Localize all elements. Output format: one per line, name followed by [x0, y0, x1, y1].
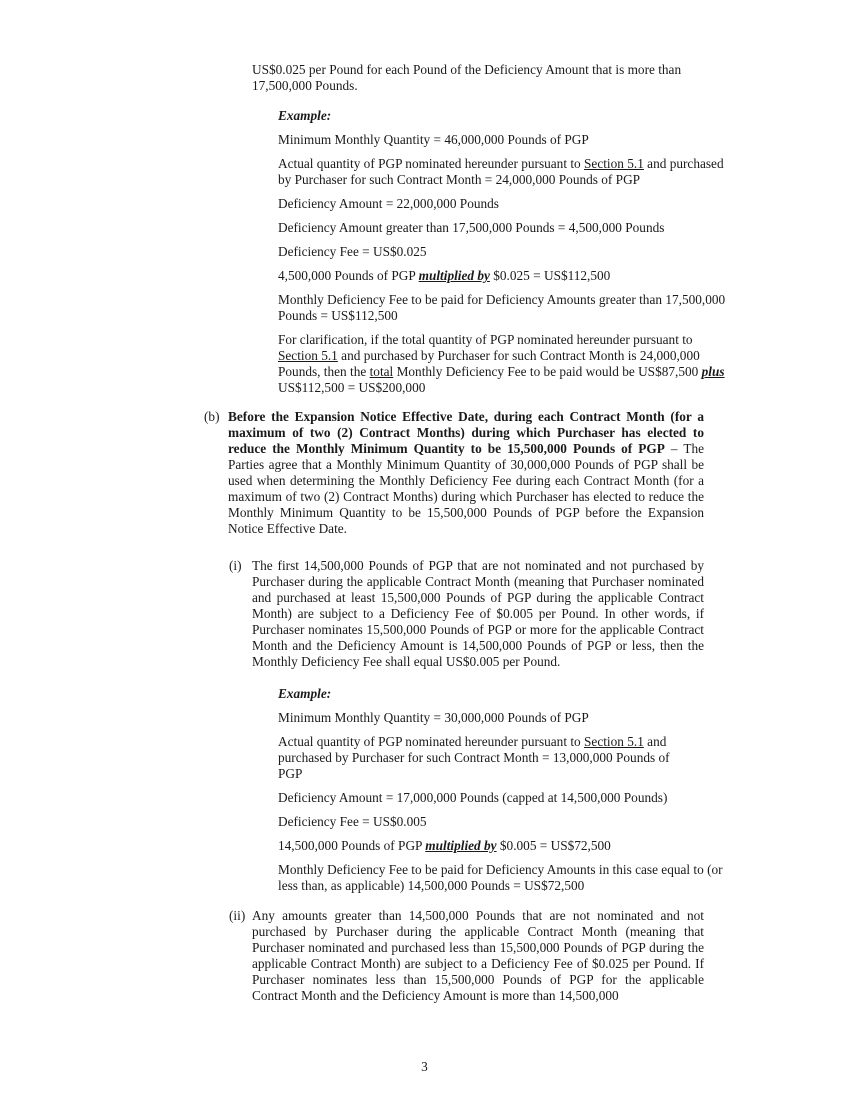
example-1-clarification: [278, 332, 758, 396]
item-ii-text: Any amounts greater than 14,500,000 Pounds that are not nominated and not purchased by Purchaser during the applicable Contract Month (meaning that Purchaser nominated and purchased less than 15,500,000 Pounds of PGP during the applicable Contract Month) are subject to a Deficiency Fee of $0.025 per Pound. If Purchaser nominates less than 15,500,000 Pounds of PGP for the applicable Contract Month and the Deficiency Amount is more than 14,500,000: [252, 908, 704, 1003]
example-1-clar-total: total: [369, 364, 394, 379]
example-2-actual: [278, 734, 748, 782]
example-1-clar-line-4: US$112,500 = US$200,000: [278, 380, 426, 395]
example-2-mult-word: multiplied by: [425, 838, 497, 853]
section-b-paragraph: [228, 409, 704, 537]
example-1-mult-pre: 4,500,000 Pounds of PGP: [278, 268, 419, 283]
example-1-actual: [278, 156, 758, 188]
example-2-actual-post: and: [643, 734, 667, 749]
example-1-clar-line-3-mid: Monthly Deficiency Fee to be paid would be US$87,500: [393, 364, 702, 379]
example-2: [278, 686, 748, 902]
example-2-actual-pre: Actual quantity of PGP nominated hereunder pursuant to: [278, 734, 585, 749]
example-2-deficiency-amount: Deficiency Amount = 17,000,000 Pounds (capped at 14,500,000 Pounds): [278, 790, 668, 805]
item-i-text: The first 14,500,000 Pounds of PGP that are not nominated and not purchased by Purchaser during the applicable Contract Month (meaning that Purchaser nominated and purchased at least 15,500,000 Pounds of PGP during the applicable Contract Month) are subject to a Deficiency Fee of $0.005 per Pound. In other words, if Purchaser nominates 15,500,000 Pounds of PGP or more for the applicable Contract Month and the Deficiency Amount is 14,500,000 Pounds of PGP or less, then the Monthly Deficiency Fee shall equal US$0.005 per Pound.: [252, 558, 704, 669]
example-1-clar-plus: plus: [701, 364, 725, 379]
example-2-deficiency-fee: Deficiency Fee = US$0.005: [278, 814, 427, 829]
page-number: 3: [421, 1059, 428, 1074]
example-1-deficiency-fee: Deficiency Fee = US$0.025: [278, 244, 427, 259]
example-1-heading: Example:: [278, 108, 332, 123]
example-1-mult-word: multiplied by: [418, 268, 490, 283]
example-2-actual-line-3: PGP: [278, 766, 303, 781]
item-i-paragraph: [252, 558, 704, 670]
example-1-monthly-line-1: Monthly Deficiency Fee to be paid for Deficiency Amounts greater than 17,500,000: [278, 292, 726, 307]
example-1: [278, 108, 758, 404]
example-1-clar-section-ref: Section 5.1: [278, 348, 338, 363]
example-1-multiplication: [278, 268, 758, 284]
example-2-mult-post: $0.005 = US$72,500: [496, 838, 611, 853]
section-b-heading: Before the Expansion Notice Effective Date, during each Contract Month (for a maximum of two (2) Contract Months) during which Purchaser has elected to reduce the Monthly Minimum Quantity to be 15,500,000 Pounds of PGP: [228, 409, 704, 456]
example-2-monthly-line-1: Monthly Deficiency Fee to be paid for Deficiency Amounts in this case equal to (or: [278, 862, 723, 877]
example-1-mult-post: $0.025 = US$112,500: [489, 268, 611, 283]
intro-paragraph: [252, 62, 732, 94]
example-2-min-qty: Minimum Monthly Quantity = 30,000,000 Pounds of PGP: [278, 710, 589, 725]
example-2-monthly-fee: [278, 862, 748, 894]
example-2-heading: Example:: [278, 686, 332, 701]
example-1-actual-line-2: by Purchaser for such Contract Month = 24,000,000 Pounds of PGP: [278, 172, 641, 187]
intro-line-2: 17,500,000 Pounds.: [252, 78, 358, 93]
item-ii-label: (ii): [229, 908, 246, 923]
example-1-actual-post: and purchased: [643, 156, 724, 171]
section-b-label: (b): [204, 409, 220, 424]
example-1-monthly-line-2: Pounds = US$112,500: [278, 308, 398, 323]
example-1-min-qty: Minimum Monthly Quantity = 46,000,000 Pounds of PGP: [278, 132, 589, 147]
example-1-deficiency-amount: Deficiency Amount = 22,000,000 Pounds: [278, 196, 499, 211]
example-1-clar-line-3-pre: Pounds, then the: [278, 364, 370, 379]
example-1-clar-line-1: For clarification, if the total quantity of PGP nominated hereunder pursuant to: [278, 332, 693, 347]
example-2-mult-pre: 14,500,000 Pounds of PGP: [278, 838, 426, 853]
example-2-actual-line-2: purchased by Purchaser for such Contract Month = 13,000,000 Pounds of: [278, 750, 670, 765]
example-1-deficiency-greater: Deficiency Amount greater than 17,500,000 Pounds = 4,500,000 Pounds: [278, 220, 665, 235]
item-i-label: (i): [229, 558, 242, 573]
example-2-monthly-line-2: less than, as applicable) 14,500,000 Pounds = US$72,500: [278, 878, 585, 893]
section-b-body: – The Parties agree that a Monthly Minimum Quantity of 30,000,000 Pounds of PGP shall be used when determining the Monthly Deficiency Fee during each Contract Month (for a maximum of two (2) Contract Months) during which Purchaser has elected to reduce the Monthly Minimum Quantity to be 15,500,000 Pounds of PGP before the Expansion Notice Effective Date.: [228, 441, 705, 536]
intro-line-1: US$0.025 per Pound for each Pound of the Deficiency Amount that is more than: [252, 62, 682, 77]
example-1-clar-line-2: and purchased by Purchaser for such Contract Month is 24,000,000: [337, 348, 700, 363]
example-1-monthly-fee: [278, 292, 758, 324]
example-2-section-ref: Section 5.1: [584, 734, 644, 749]
example-1-section-ref: Section 5.1: [584, 156, 644, 171]
example-2-multiplication: [278, 838, 748, 854]
item-ii-paragraph: [252, 908, 704, 1004]
example-1-actual-pre: Actual quantity of PGP nominated hereunder pursuant to: [278, 156, 585, 171]
